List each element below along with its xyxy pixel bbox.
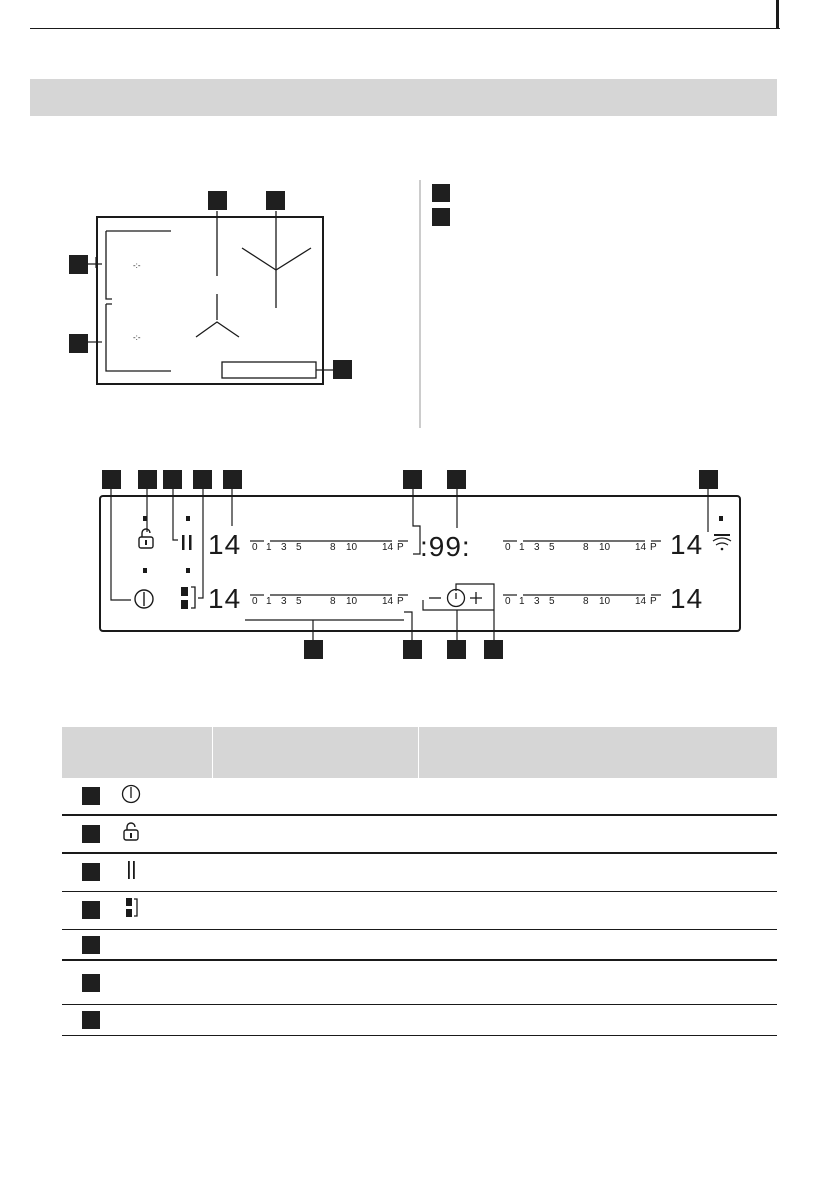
level-display: 14 — [670, 583, 704, 614]
control-panel-outline — [222, 362, 316, 378]
power-slider-front-right[interactable] — [503, 541, 661, 553]
power-icon — [135, 590, 153, 608]
callout-marker — [69, 255, 88, 274]
scale-label: 10 — [599, 596, 611, 607]
scale-label: 10 — [346, 542, 358, 553]
table-row — [62, 960, 777, 1004]
table-row — [62, 1004, 777, 1035]
callout-marker — [333, 360, 352, 379]
table-header — [62, 727, 777, 778]
scale-label: 3 — [281, 542, 287, 553]
legend-marker — [432, 208, 450, 226]
scale-label: 1 — [266, 542, 272, 553]
scale-label: 3 — [281, 596, 287, 607]
callout-marker — [69, 334, 88, 353]
scale-label: 8 — [330, 542, 336, 553]
bridge-icon — [121, 896, 141, 924]
timer-display: :99: — [420, 531, 471, 562]
scale-label: 1 — [266, 596, 272, 607]
cooktop-outline — [97, 217, 323, 384]
scale-label: 14 — [382, 596, 394, 607]
scale-label: 5 — [549, 596, 555, 607]
power-slider-rear-left[interactable] — [250, 595, 408, 607]
level-display: 14 — [208, 529, 242, 560]
table-row — [62, 778, 777, 815]
lock-icon — [139, 529, 153, 548]
scale-label: 8 — [583, 596, 589, 607]
panel-outline — [100, 496, 740, 631]
pause-icon — [182, 535, 192, 550]
scale-label: 3 — [534, 596, 540, 607]
pause-icon — [121, 859, 141, 885]
legend-marker — [432, 184, 450, 202]
dim-mark-1: -:- — [133, 261, 141, 270]
symbol-table — [62, 727, 777, 1036]
scale-label: 5 — [296, 542, 302, 553]
scale-label: 0 — [505, 542, 511, 553]
bridge-icon — [181, 587, 195, 609]
callout-marker — [208, 191, 227, 210]
scale-label: 1 — [519, 542, 525, 553]
table-row — [62, 929, 777, 960]
scale-label: 5 — [549, 542, 555, 553]
callout-marker — [266, 191, 285, 210]
scale-label: 0 — [252, 542, 258, 553]
scale-label: 14 — [382, 542, 394, 553]
scale-label: P — [397, 596, 404, 607]
scale-label: 0 — [252, 596, 258, 607]
power-slider-front-left[interactable] — [250, 541, 408, 553]
table-row — [62, 891, 777, 929]
dim-mark-2: -:- — [133, 333, 141, 342]
scale-label: 14 — [635, 596, 647, 607]
table-row — [62, 815, 777, 853]
scale-label: 3 — [534, 542, 540, 553]
scale-label: 14 — [635, 542, 647, 553]
scale-label: P — [650, 542, 657, 553]
scale-label: 8 — [583, 542, 589, 553]
scale-label: 0 — [505, 596, 511, 607]
level-display: 14 — [208, 583, 242, 614]
cooktop-plan-diagram — [0, 0, 839, 440]
control-panel-diagram — [0, 460, 839, 670]
scale-label: 10 — [599, 542, 611, 553]
scale-label: 5 — [296, 596, 302, 607]
scale-label: 1 — [519, 596, 525, 607]
scale-label: P — [650, 596, 657, 607]
scale-label: 10 — [346, 596, 358, 607]
power-slider-rear-right[interactable] — [503, 595, 661, 607]
scale-label: 8 — [330, 596, 336, 607]
timer-controls — [429, 590, 482, 607]
table-row — [62, 853, 777, 891]
wifi-icon — [713, 535, 731, 550]
level-display: 14 — [670, 529, 704, 560]
power-icon — [121, 784, 141, 808]
lock-icon — [121, 822, 141, 846]
scale-label: P — [397, 542, 404, 553]
